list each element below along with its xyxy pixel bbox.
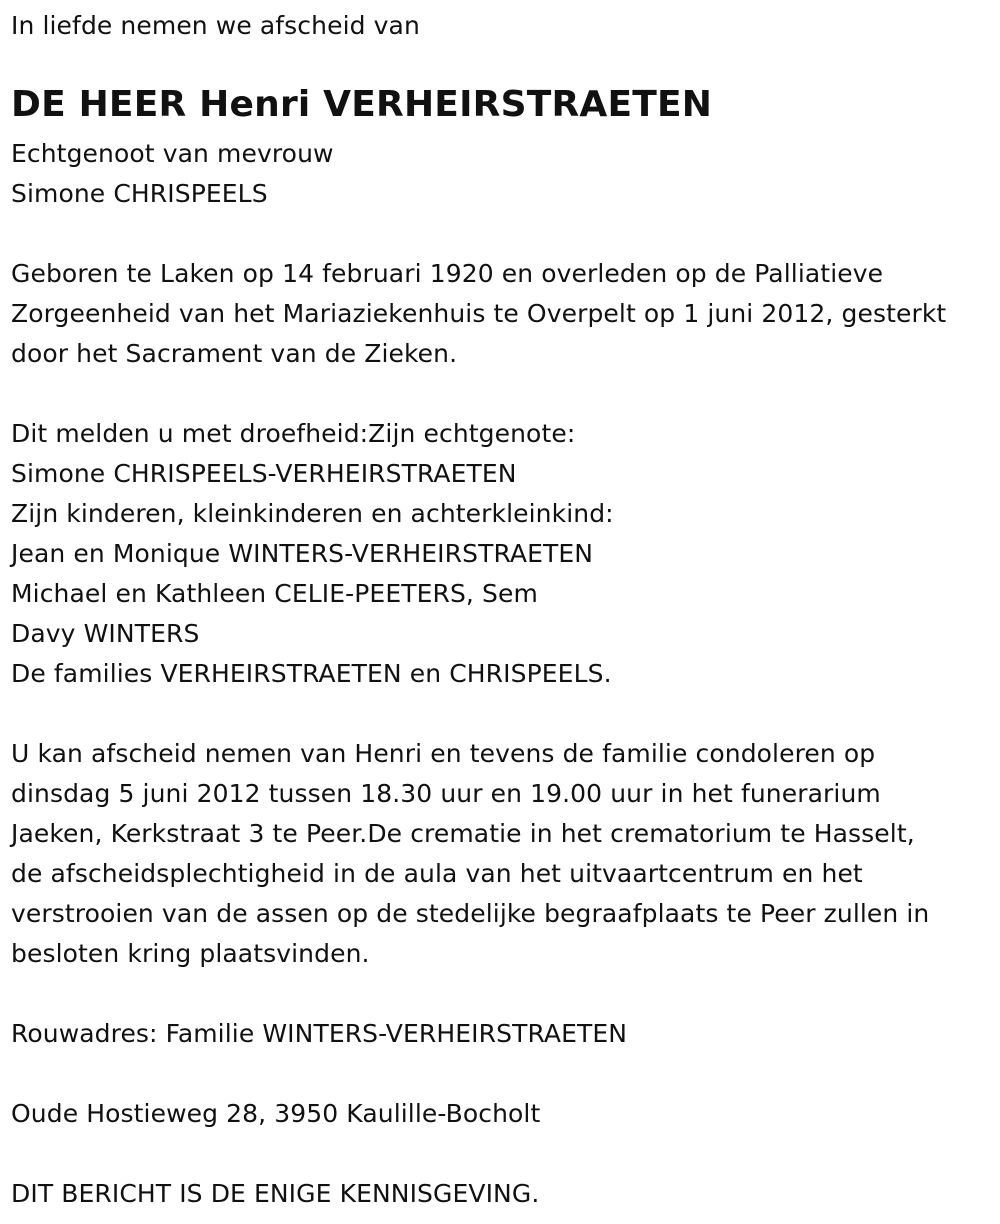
birth-death-section <box>11 254 986 374</box>
farewell-line: Jaeken, Kerkstraat 3 te Peer.De crematie in het crematorium te Hasselt, <box>11 819 915 848</box>
closing-section <box>11 1174 986 1214</box>
spouse-line: Echtgenoot van mevrouw <box>11 139 334 168</box>
family-line: De families VERHEIRSTRAETEN en CHRISPEELS. <box>11 659 612 688</box>
family-section <box>11 414 986 694</box>
spouse-line: Simone CHRISPEELS <box>11 179 268 208</box>
family-line: Simone CHRISPEELS-VERHEIRSTRAETEN <box>11 459 517 488</box>
farewell-section <box>11 734 986 974</box>
family-line: Jean en Monique WINTERS-VERHEIRSTRAETEN <box>11 539 594 568</box>
family-line: Zijn kinderen, kleinkinderen en achterkleinkind: <box>11 499 614 528</box>
farewell-line: U kan afscheid nemen van Henri en tevens de familie condoleren op <box>11 739 876 768</box>
spouse-section <box>11 134 986 214</box>
family-line: Michael en Kathleen CELIE-PEETERS, Sem <box>11 579 538 608</box>
birth-line: Geboren te Laken op 14 februari 1920 en overleden op de Palliatieve <box>11 259 884 288</box>
family-line: Davy WINTERS <box>11 619 200 648</box>
mourning-address-label: Rouwadres: Familie WINTERS-VERHEIRSTRAETEN <box>11 1019 628 1048</box>
farewell-line: besloten kring plaatsvinden. <box>11 939 370 968</box>
birth-line: door het Sacrament van de Zieken. <box>11 339 458 368</box>
address-section <box>11 1094 986 1134</box>
birth-line: Zorgeenheid van het Mariaziekenhuis te Overpelt op 1 juni 2012, gesterkt <box>11 299 947 328</box>
farewell-line: verstrooien van de assen op de stedelijke begraafplaats te Peer zullen in <box>11 899 930 928</box>
farewell-line: de afscheidsplechtigheid in de aula van het uitvaartcentrum en het <box>11 859 863 888</box>
farewell-line: dinsdag 5 juni 2012 tussen 18.30 uur en 19.00 uur in het funerarium <box>11 779 881 808</box>
intro-text: In liefde nemen we afscheid van <box>11 11 420 40</box>
closing-notice: DIT BERICHT IS DE ENIGE KENNISGEVING. <box>11 1179 540 1208</box>
address-line: Oude Hostieweg 28, 3950 Kaulille-Bocholt <box>11 1099 541 1128</box>
deceased-name: DE HEER Henri VERHEIRSTRAETEN <box>11 84 713 125</box>
mourning-address-section <box>11 1014 986 1054</box>
family-line: Dit melden u met droefheid:Zijn echtgenote: <box>11 419 576 448</box>
